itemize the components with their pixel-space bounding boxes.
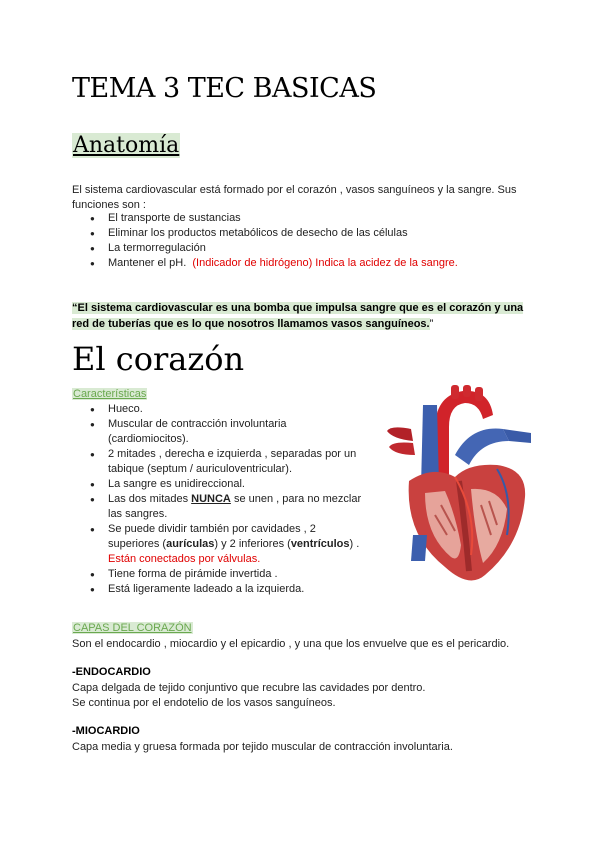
capas-paragraph: Son el endocardio , miocardio y el epicardio , y una que los envuelve que es el pericardio. <box>72 638 510 650</box>
ventriculos-term: ventrículos <box>290 538 350 550</box>
ph-note: (Indicador de hidrógeno) Indica la acidez de la sangre. <box>192 257 458 269</box>
list-item: ● Hueco. <box>72 402 362 417</box>
list-item: ● La sangre es unidireccional. <box>72 477 362 492</box>
miocardio-paragraph: Capa media y gruesa formada por tejido muscular de contracción involuntaria. <box>72 741 453 753</box>
list-item: ● La termorregulación <box>72 241 532 256</box>
list-item: ● Tiene forma de pirámide invertida . <box>72 567 362 582</box>
page-title: TEMA 3 TEC BASICAS <box>72 73 377 104</box>
caracteristicas-label: Características <box>73 388 147 400</box>
heart-illustration <box>385 385 535 590</box>
capas-label: CAPAS DEL CORAZÓN <box>73 622 192 634</box>
intro-paragraph: El sistema cardiovascular está formado por el corazón , vasos sanguíneos y la sangre. Sus funciones son : <box>72 184 517 211</box>
miocardio-heading: -MIOCARDIO <box>72 725 140 737</box>
list-item: ● Se puede dividir también por cavidades , 2 superiores (aurículas) y 2 inferiores (ventrículos) . Están conectados por válvulas. <box>72 522 362 567</box>
valvulas-note: Están conectados por válvulas. <box>108 553 261 565</box>
endocardio-heading: -ENDOCARDIO <box>72 666 151 678</box>
funciones-list <box>72 211 532 271</box>
list-item: ● 2 mitades , derecha e izquierda , separadas por un tabique (septum / auriculoventricular). <box>72 447 362 477</box>
auriculas-term: aurículas <box>166 538 215 550</box>
list-item: ● Muscular de contracción involuntaria (cardiomiocitos). <box>72 417 362 447</box>
endocardio-paragraph <box>72 681 542 711</box>
endocardio-line-1: Capa delgada de tejido conjuntivo que recubre las cavidades por dentro. <box>72 682 426 694</box>
list-item: ● Está ligeramente ladeado a la izquierda. <box>72 582 362 597</box>
list-item: ● El transporte de sustancias <box>72 211 532 226</box>
section-heading-anatomia <box>72 133 180 158</box>
endocardio-line-2: Se continua por el endotelio de los vasos sanguíneos. <box>72 697 336 709</box>
quote-text: “El sistema cardiovascular es una bomba que impulsa sangre que es el corazón y una red de tuberías que es lo que nosotros llamamos vasos sanguíneos. <box>72 302 524 330</box>
list-item: ● Eliminar los productos metabólicos de desecho de las células <box>72 226 532 241</box>
quote-end: ” <box>429 318 434 330</box>
highlighted-quote <box>72 300 534 332</box>
list-item: ● Las dos mitades NUNCA se unen , para no mezclar las sangres. <box>72 492 362 522</box>
list-item: ● Mantener el pH. (Indicador de hidrógeno) Indica la acidez de la sangre. <box>72 256 532 271</box>
section-heading-corazon: El corazón <box>72 340 245 378</box>
caracteristicas-list <box>72 402 362 597</box>
section-heading-anatomia-text: Anatomía <box>73 133 180 158</box>
nunca-emphasis: NUNCA <box>191 493 231 505</box>
